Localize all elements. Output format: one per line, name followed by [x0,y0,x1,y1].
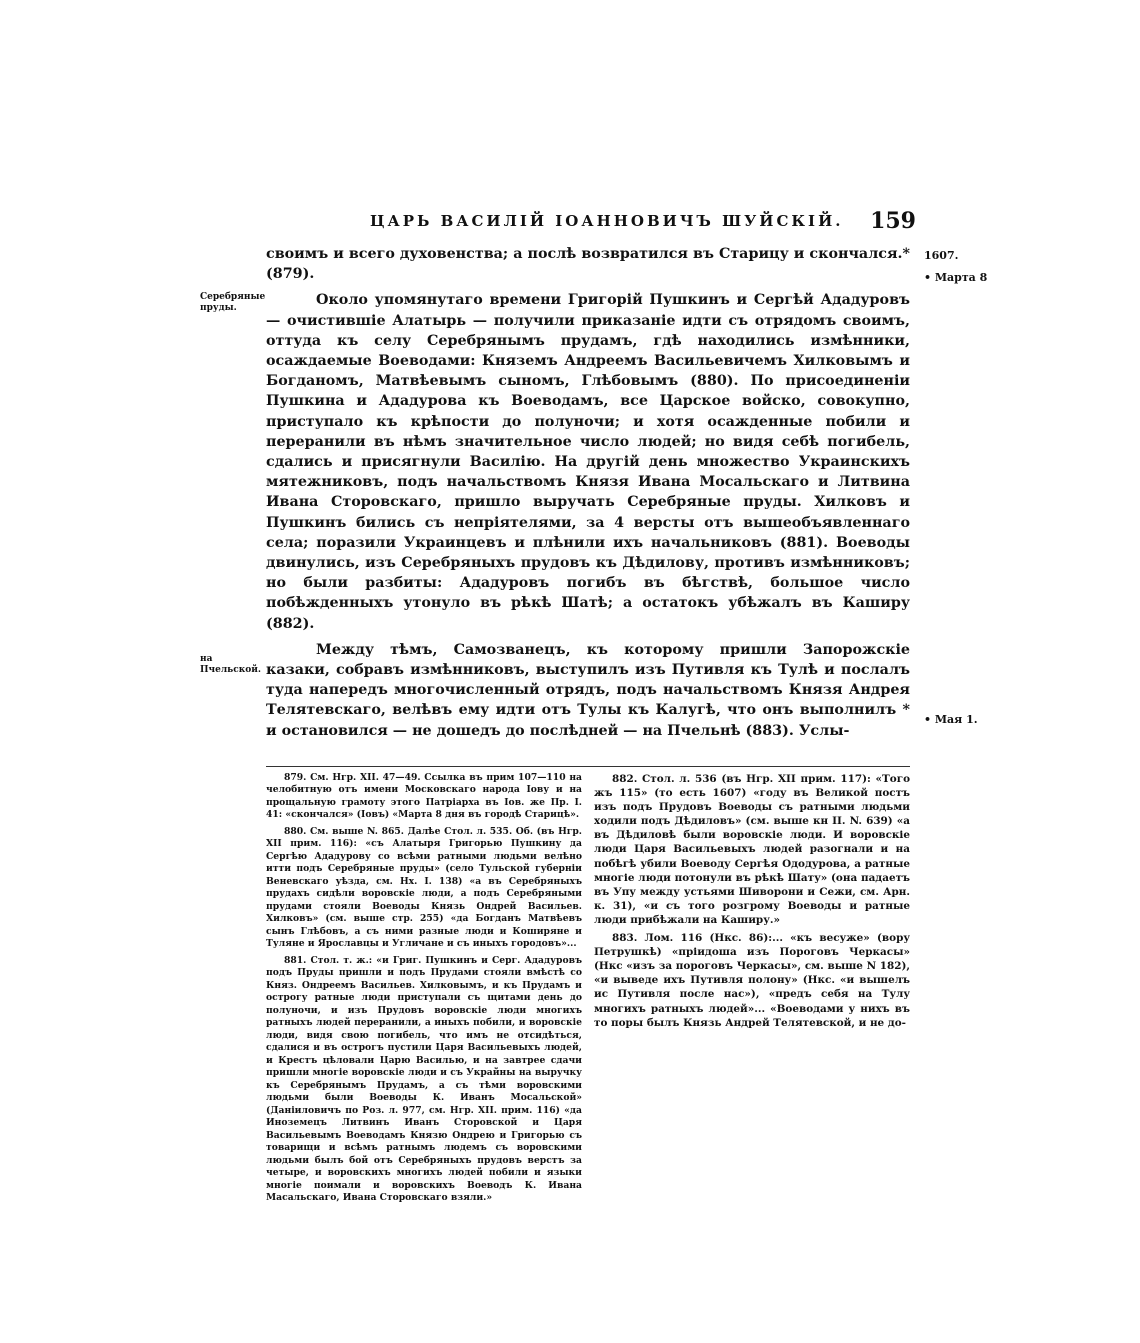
footnote-881: 881. Стол. т. ж.: «и Григ. Пушкинъ и Серг. Ададуровъ подъ Пруды пришли и подъ Прудами стояли вмѣстѣ со Княз. Ондреемъ Васильев. Хилковымъ, и къ Прудамъ и острогу ратные люди приступали съ щитами день до полуночи, и изъ Прудовъ воровскіе люди многихъ ратныхъ людей переранили, а иныхъ побили, и воровскіе люди, видя свою погибель, что имъ не отсидѣться, сдалися и въ острогъ пустили Царя Васильевыхъ людей, и Крестъ цѣловали Царю Василью, и на завтрее сдачи пришли многіе воровскіе люди и съ Украйны на выручку къ Серебрянымъ Прудамъ, а съ тѣми воровскими людьми были Воеводы К. Иванъ Мосальской» (Даніиловичъ по Роз. л. 977, см. Нгр. XII. прим. 116) «да Иноземецъ Литвинъ Иванъ Сторовской и Царя Васильевымъ Воеводамъ Князю Ондрею и Григорью съ товарищи и всѣмъ ратнымъ людемъ съ воровскими людьми былъ бой отъ Серебряныхъ прудовъ верстъ за четыре, и воровскихъ многихъ людей побили и языки многіе поимали и воровскихъ Воеводъ К. Ивана Масальскаго, Ивана Сторовскаго взяли.» [266,954,582,1203]
running-head [350,208,916,242]
margin-note-pchelna: на Пчельской. [200,654,262,675]
running-title: ЦАРЬ ВАСИЛІЙ ІОАННОВИЧЪ ШУЙСКІЙ. [370,212,844,230]
margin-date-march: • Марта 8 [924,271,988,284]
footnote-879: 879. См. Нгр. XII. 47—49. Ссылка въ прим 107—110 на челобитную отъ имени Московскаго народа Іову и на прощальную грамоту этого Патріарха въ Іов. же Пр. I. 41: «скончался» (Іовъ) «Марта 8 дня въ городѣ Старицѣ». [266,772,582,821]
footnote-column-left [266,772,582,1208]
paragraph-1: своимъ и всего духовенства; а послѣ возвратился въ Старицу и скончался.* (879). [266,246,910,283]
footnote-divider [266,766,910,767]
page-number: 159 [870,208,916,234]
footnote-column-right [594,772,910,1034]
margin-note-silver-ponds: Серебряные пруды. [200,292,266,313]
footnotes [266,772,910,1222]
footnote-883: 883. Лом. 116 (Нкс. 86):... «къ весуже» (вору Петрушкѣ) «пріидоша изъ Пороговъ Черкасы» (Нкс «изъ за пороговъ Черкасы», см. выше N 182), «и выведе ихъ Путивля полону» (Нкс. «и вышелъ ис Путивля после нас»), «предъ себя на Тулу многихъ ратныхъ людей»... «Воеводами у нихъ въ то поры былъ Князь Андрей Телятевской, и не до- [594,932,910,1029]
paragraph-3: Между тѣмъ, Самозванецъ, къ которому пришли Запорожскіе казаки, собравъ измѣнниковъ, выступилъ изъ Путивля къ Тулѣ и послалъ туда напередъ многочисленный отрядъ, подъ начальствомъ Князя Андрея Телятевскаго, велѣвъ ему идти отъ Тулы къ Калугѣ, что онъ выполнилъ * и остановился — не дошедъ до послѣдней — на Пчельнѣ (883). Услы- [266,641,910,739]
footnote-882: 882. Стол. л. 536 (въ Нгр. XII прим. 117): «Того жъ 115» (то есть 1607) «году въ Великой постъ изъ подъ Прудовъ Воеводы съ ратными людьми ходили подъ Дѣдиловъ» (см. выше кн II. N. 639) «а въ Дѣдиловѣ были воровскіе люди. И воровскіе люди Царя Васильевыхъ людей разогнали и на побѣгѣ убили Воеводу Сергѣя Ододурова, а ратные многіе люди потонули въ рѣкѣ Шату» (она падаетъ въ Упу между устьями Шиворони и Сежи, см. Арн. к. 31), «и съ того розгрому Воеводы и ратные люди прибѣжали на Каширу.» [594,773,910,926]
paragraph-2: Около упомянутаго времени Григорій Пушкинъ и Сергѣй Ададуровъ — очистившіе Алатырь — получили приказаніе идти съ отрядомъ своимъ, оттуда къ селу Серебрянымъ прудамъ, гдѣ находились измѣнники, осаждаемые Воеводами: Княземъ Андреемъ Васильевичемъ Хилковымъ и Богданомъ, Матвѣевымъ сыномъ, Глѣбовымъ (880). По присоединеніи Пушкина и Ададурова къ Воеводамъ, все Царское войско, совокупно, приступало къ крѣпости до полуночи; и хотя осажденные побили и переранили въ нѣмъ значительное число людей; но видя себѣ погибель, сдались и присягнули Василію. На другій день множество Украинскихъ мятежниковъ, подъ начальствомъ Князя Ивана Мосальскаго и Литвина Ивана Сторовскаго, пришло выручать Серебряные пруды. Хилковъ и Пушкинъ бились съ непріятелями, за 4 версты отъ вышеобъявленнаго села; поразили Украинцевъ и плѣнили ихъ начальниковъ (881). Воеводы двинулись, изъ Серебряныхъ прудовъ къ Дѣдилову, противъ измѣнниковъ; но были разбиты: Ададуровъ погибъ въ бѣгствѣ, большое число побѣжденныхъ утонуло въ рѣкѣ Шатѣ; а остатокъ убѣжалъ въ Каширу (882). [266,292,910,632]
margin-date-may: • Мая 1. [924,713,978,726]
margin-year: 1607. [924,249,959,262]
footnote-880: 880. См. выше N. 865. Далѣе Стол. л. 535. Об. (въ Нгр. XII прим. 116): «съ Алатыря Григорью Пушкину да Сергѣю Ададурову со всѣми ратными людьми велѣно итти подъ Серебряные пруды» (село Тульской губерніи Веневскаго уѣзда, см. Нх. I. 138) «а въ Серебряныхъ прудахъ сидѣли воровскіе люди, а подъ Серебряными прудами стояли Воеводы Князь Ондрей Васильев. Хилковъ» (см. выше стр. 255) «да Богданъ Матвѣевъ сынъ Глѣбовъ, а съ ними разные люди и Коширяне и Туляне и Ярославцы и Угличане и съ иныхъ городовъ»... [266,825,582,950]
main-text [266,244,910,741]
